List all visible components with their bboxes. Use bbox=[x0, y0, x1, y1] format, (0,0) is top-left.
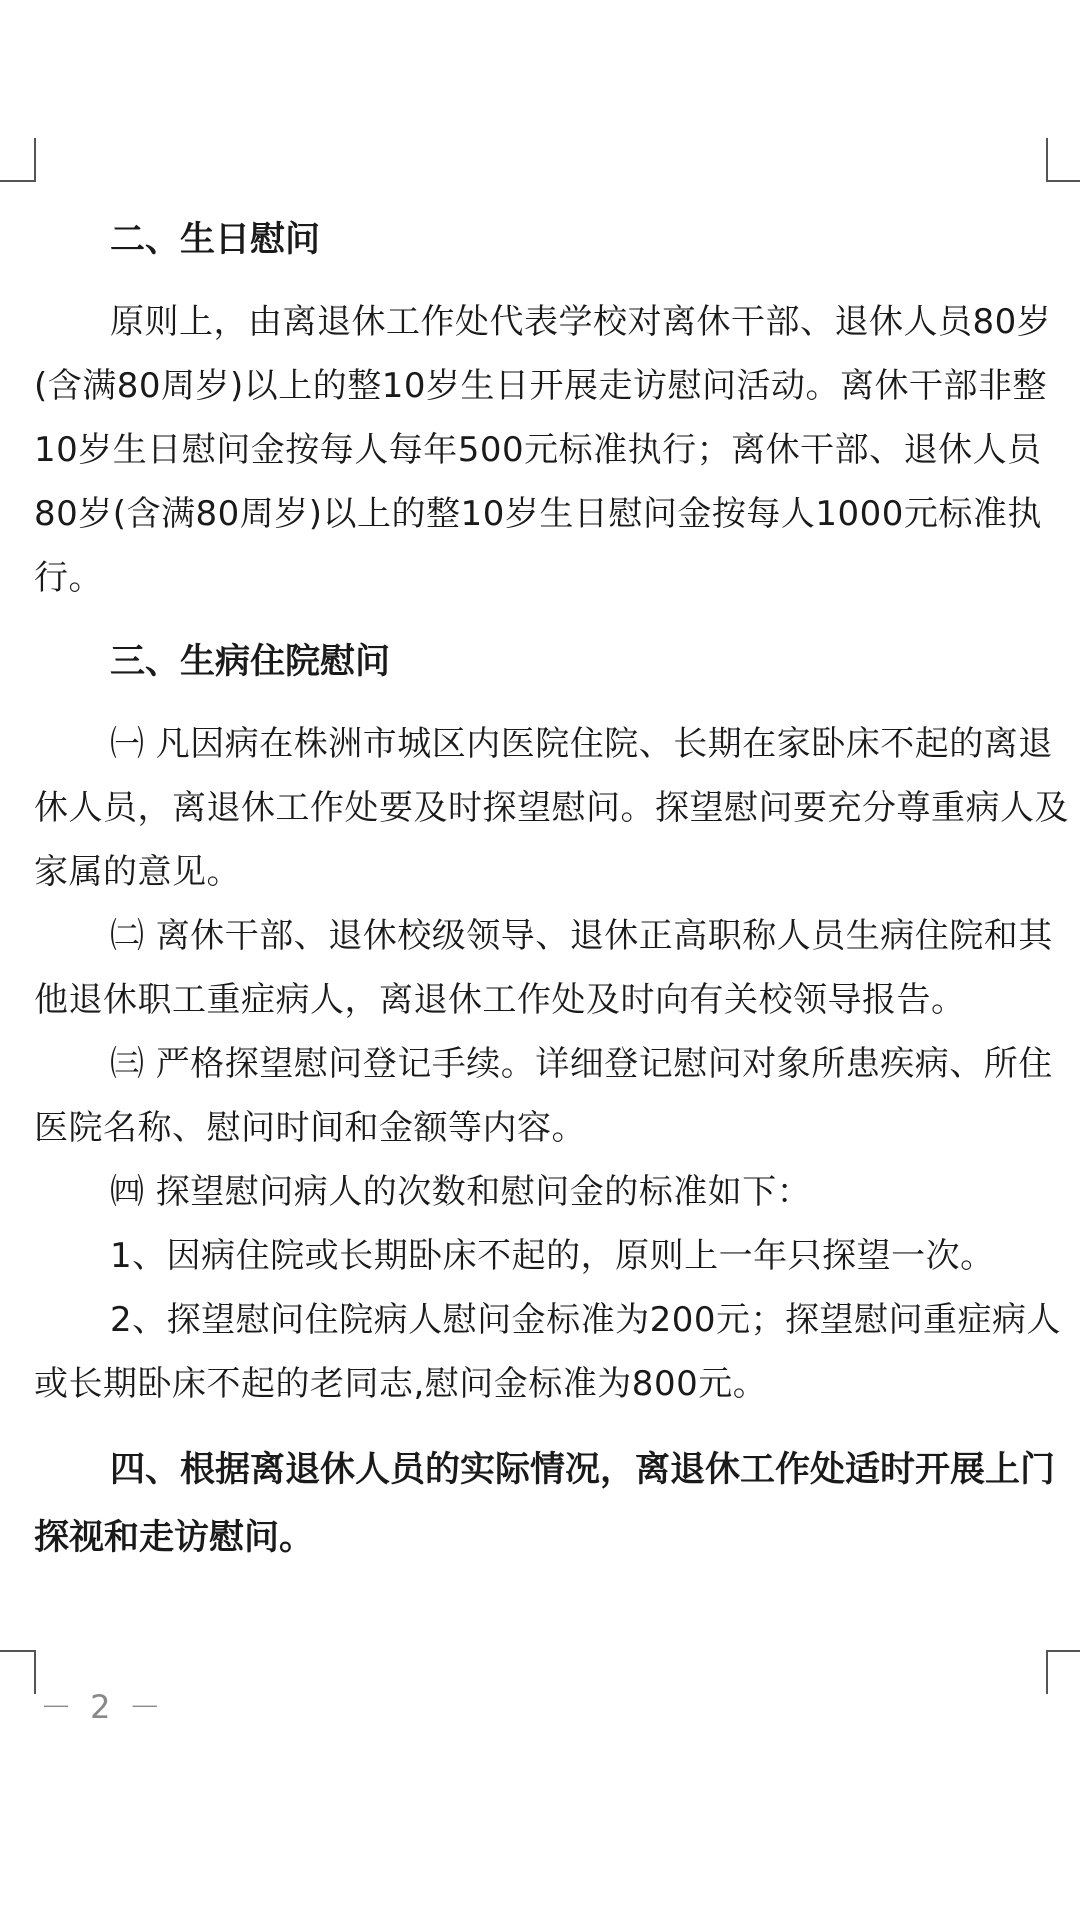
paragraph-illness-item-4: ㈣ 探望慰问病人的次数和慰问金的标准如下： bbox=[110, 1172, 812, 1212]
paragraph-illness-item-1: ㈠ 凡因病在株洲市城区内医院住院、长期在家卧床不起的离退休人员，离退休工作处要及时探望慰问。探望慰问要充分尊重病人及家属的意见。 bbox=[34, 724, 1069, 892]
crop-mark-bottom-left bbox=[0, 1650, 36, 1694]
section-heading-birthday: 二、生日慰问 bbox=[110, 220, 321, 260]
section-heading-illness: 三、生病住院慰问 bbox=[110, 642, 391, 682]
paragraph-illness-subitem-1: 1、因病住院或长期卧床不起的，原则上一年只探望一次。 bbox=[110, 1236, 995, 1276]
paragraph-birthday-rule: 原则上，由离退休工作处代表学校对离休干部、退休人员80岁(含满80周岁)以上的整10岁生日开展走访慰问活动。离休干部非整10岁生日慰问金按每人每年500元标准执行；离休干部、退休人员80岁(含满80周岁)以上的整10岁生日慰问金按每人1000元标准执行。 bbox=[34, 302, 1052, 598]
page-number: － 2 － bbox=[40, 1688, 165, 1726]
document-body bbox=[34, 208, 1074, 1572]
crop-mark-bottom-right bbox=[1046, 1650, 1080, 1694]
crop-mark-top-left bbox=[0, 138, 36, 182]
paragraph-illness-item-2: ㈡ 离休干部、退休校级领导、退休正高职称人员生病住院和其他退休职工重症病人，离退休工作处及时向有关校领导报告。 bbox=[34, 916, 1053, 1020]
crop-mark-top-right bbox=[1046, 138, 1080, 182]
paragraph-illness-subitem-2: 2、探望慰问住院病人慰问金标准为200元；探望慰问重症病人或长期卧床不起的老同志,慰问金标准为800元。 bbox=[34, 1300, 1062, 1404]
paragraph-illness-item-3: ㈢ 严格探望慰问登记手续。详细登记慰问对象所患疾病、所住医院名称、慰问时间和金额等内容。 bbox=[34, 1044, 1053, 1148]
section-heading-visits: 四、根据离退休人员的实际情况，离退休工作处适时开展上门探视和走访慰问。 bbox=[34, 1450, 1056, 1558]
